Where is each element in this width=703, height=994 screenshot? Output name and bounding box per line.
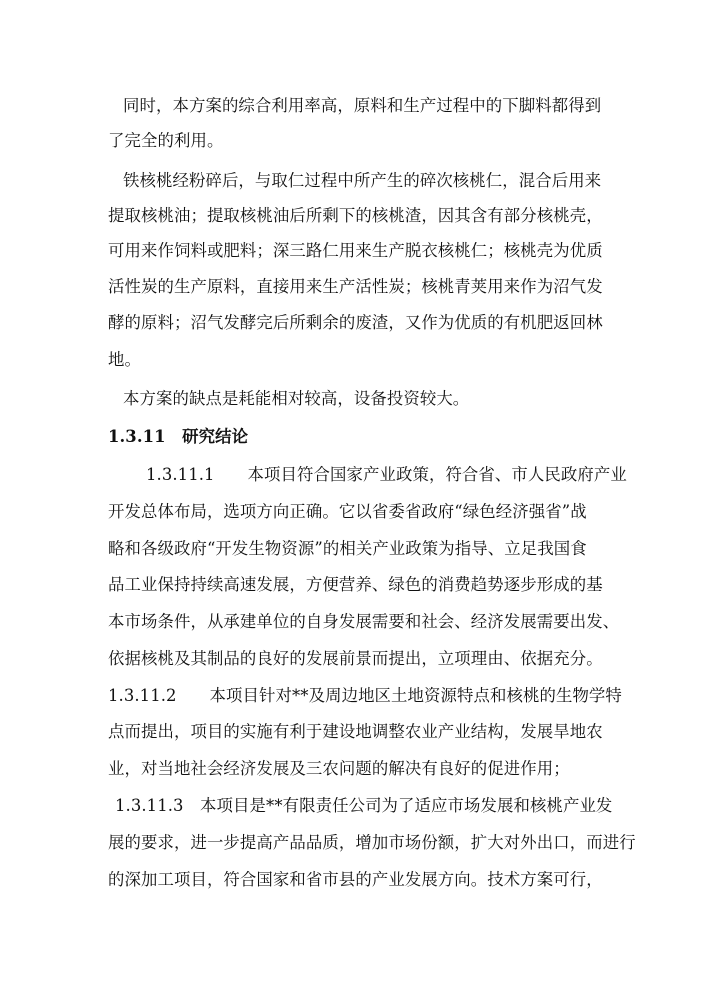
paragraph-line: 开发总体布局，选项方向正确。它以省委省政府“绿色经济强省”战 bbox=[108, 502, 587, 521]
paragraph-line: 展的要求，进一步提高产品品质，增加市场份额，扩大对外出口，而进行 bbox=[108, 833, 636, 852]
paragraph-line: 本方案的缺点是耗能相对较高，设备投资较大。 bbox=[123, 389, 470, 408]
paragraph-line: 地。 bbox=[108, 350, 141, 369]
paragraph-line: 1.3.11.3 本项目是**有限责任公司为了适应市场发展和核桃产业发 bbox=[115, 796, 613, 815]
section-heading: 1.3.11 研究结论 bbox=[108, 427, 249, 446]
paragraph-line: 品工业保持持续高速发展，方便营养、绿色的消费趋势逐步形成的基 bbox=[108, 575, 603, 594]
paragraph-line: 业，对当地社会经济发展及三农问题的解决有良好的促进作用； bbox=[108, 759, 570, 778]
paragraph-line: 略和各级政府“开发生物资源”的相关产业政策为指导、立足我国食 bbox=[108, 539, 587, 558]
paragraph-line: 依据核桃及其制品的良好的发展前景而提出，立项理由、依据充分。 bbox=[108, 649, 603, 668]
paragraph-line: 1.3.11.1 本项目符合国家产业政策，符合省、市人民政府产业 bbox=[146, 465, 627, 484]
paragraph-line: 点而提出，项目的实施有利于建设地调整农业产业结构，发展旱地农 bbox=[108, 722, 603, 741]
paragraph-line: 活性炭的生产原料，直接用来生产活性炭；核桃青荚用来作为沼气发 bbox=[108, 277, 603, 296]
paragraph-line: 可用来作饲料或肥料；深三路仁用来生产脱衣核桃仁；核桃壳为优质 bbox=[108, 241, 603, 260]
paragraph-line: 1.3.11.2 本项目针对**及周边地区土地资源特点和核桃的生物学特 bbox=[108, 686, 622, 705]
paragraph-line: 提取核桃油；提取核桃油后所剩下的核桃渣，因其含有部分核桃壳， bbox=[108, 206, 603, 225]
paragraph-line: 酵的原料；沼气发酵完后所剩余的废渣，又作为优质的有机肥返回林 bbox=[108, 313, 603, 332]
paragraph-line: 的深加工项目，符合国家和省市县的产业发展方向。技术方案可行， bbox=[108, 870, 603, 889]
paragraph-line: 了完全的利用。 bbox=[108, 131, 224, 150]
paragraph-line: 铁核桃经粉碎后，与取仁过程中所产生的碎次核桃仁，混合后用来 bbox=[123, 171, 602, 190]
paragraph-line: 本市场条件，从承建单位的自身发展需要和社会、经济发展需要出发、 bbox=[108, 612, 620, 631]
paragraph-line: 同时，本方案的综合利用率高，原料和生产过程中的下脚料都得到 bbox=[123, 96, 602, 115]
